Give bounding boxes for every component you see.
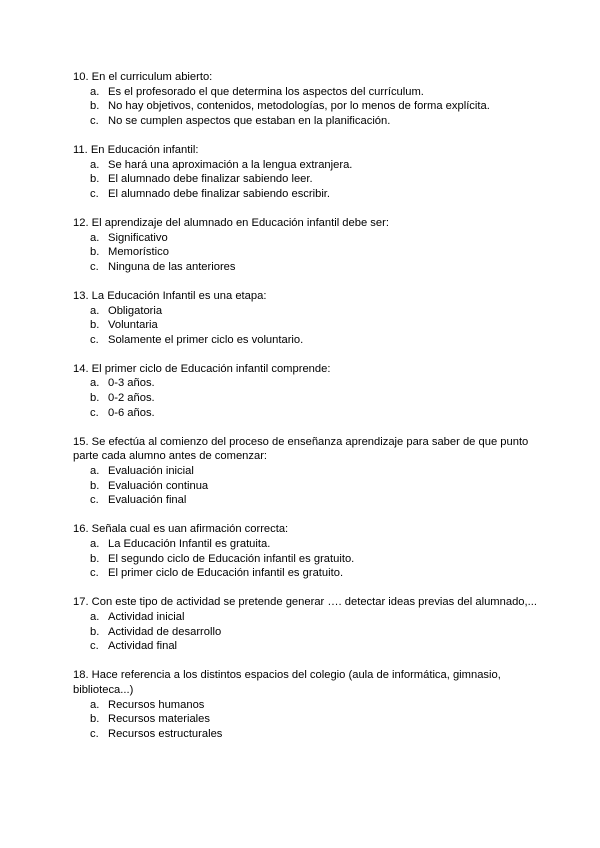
option-text: Ninguna de las anteriores [108, 260, 236, 273]
option-letter: b. [90, 625, 100, 638]
option-list [73, 85, 543, 129]
option-list [73, 304, 543, 348]
answer-option [73, 99, 543, 114]
question-block [73, 362, 543, 420]
option-text: 0-3 años. [108, 377, 155, 390]
option-text: Memorístico [108, 246, 169, 259]
answer-option [73, 231, 543, 246]
option-text: Evaluación final [108, 494, 187, 507]
answer-option [73, 639, 543, 654]
option-text: El alumnado debe finalizar sabiendo escribir. [108, 187, 331, 200]
answer-option [73, 333, 543, 348]
option-letter: c. [90, 114, 99, 127]
question-block [73, 216, 543, 274]
option-letter: b. [90, 319, 100, 332]
answer-option [73, 245, 543, 260]
answer-option [73, 464, 543, 479]
option-text: Recursos materiales [108, 713, 210, 726]
question-text: 11. En Educación infantil: [73, 143, 199, 156]
answer-option [73, 187, 543, 202]
option-text: Voluntaria [108, 319, 158, 332]
question-block [73, 143, 543, 201]
option-list [73, 231, 543, 275]
option-letter: c. [90, 567, 99, 580]
question-block [73, 435, 543, 508]
option-text: Recursos estructurales [108, 727, 223, 740]
option-list [73, 376, 543, 420]
option-text: El primer ciclo de Educación infantil es gratuito. [108, 567, 344, 580]
question-block [73, 289, 543, 347]
answer-option [73, 260, 543, 275]
option-letter: a. [90, 304, 100, 317]
option-text: La Educación Infantil es gratuita. [108, 538, 271, 550]
answer-option [73, 479, 543, 494]
option-text: El alumnado debe finalizar sabiendo leer. [108, 173, 313, 186]
answer-option [73, 85, 543, 100]
answer-option [73, 304, 543, 319]
answer-option [73, 391, 543, 406]
option-letter: a. [90, 698, 100, 711]
option-text: Evaluación continua [108, 479, 209, 492]
option-text: 0-2 años. [108, 392, 155, 405]
option-text: No se cumplen aspectos que estaban en la planificación. [108, 114, 391, 127]
question-text: 16. Señala cual es uan afirmación correcta: [73, 523, 289, 536]
answer-option [73, 610, 543, 625]
option-list [73, 537, 543, 581]
question-text: 12. El aprendizaje del alumnado en Educación infantil debe ser: [73, 216, 389, 229]
option-letter: b. [90, 713, 100, 726]
answer-option [73, 406, 543, 421]
option-letter: c. [90, 187, 99, 200]
option-letter: a. [90, 377, 100, 390]
question-block [73, 522, 543, 580]
option-letter: c. [90, 727, 99, 740]
option-letter: b. [90, 173, 100, 186]
answer-option [73, 158, 543, 173]
answer-option [73, 552, 543, 567]
question-text: 10. En el curriculum abierto: [73, 71, 213, 83]
option-text: Actividad final [108, 640, 178, 653]
option-letter: c. [90, 333, 99, 346]
option-letter: c. [90, 406, 99, 419]
answer-option [73, 318, 543, 333]
option-list [73, 158, 543, 202]
answer-option [73, 625, 543, 640]
answer-option [73, 727, 543, 742]
option-letter: a. [90, 465, 100, 478]
option-text: Evaluación inicial [108, 465, 194, 478]
option-letter: c. [90, 494, 99, 507]
option-letter: a. [90, 538, 100, 550]
option-text: Actividad inicial [108, 610, 185, 623]
question-block [73, 70, 543, 128]
question-block [73, 595, 543, 653]
option-list [73, 464, 543, 508]
option-letter: c. [90, 260, 99, 273]
option-letter: a. [90, 610, 100, 623]
answer-option [73, 493, 543, 508]
answer-option [73, 172, 543, 187]
option-letter: a. [90, 85, 100, 98]
option-text: No hay objetivos, contenidos, metodologías, por lo menos de forma explícita. [108, 100, 490, 113]
option-list [73, 698, 543, 742]
option-letter: b. [90, 479, 100, 492]
answer-option [73, 537, 543, 552]
option-letter: b. [90, 552, 100, 565]
option-letter: b. [90, 100, 100, 113]
option-list [73, 610, 543, 654]
option-text: El segundo ciclo de Educación infantil es gratuito. [108, 552, 355, 565]
option-text: Recursos humanos [108, 698, 205, 711]
question-text: 17. Con este tipo de actividad se pretende generar …. detectar ideas previas del alumnado,... [73, 596, 537, 609]
question-text: 14. El primer ciclo de Educación infantil comprende: [73, 362, 331, 375]
option-letter: b. [90, 246, 100, 259]
answer-option [73, 712, 543, 727]
option-letter: c. [90, 640, 99, 653]
option-letter: b. [90, 392, 100, 405]
answer-option [73, 114, 543, 129]
answer-option [73, 698, 543, 713]
option-text: Se hará una aproximación a la lengua extranjera. [108, 158, 353, 171]
option-text: Obligatoria [108, 304, 163, 317]
question-text: 18. Hace referencia a los distintos espacios del colegio (aula de informática, gimnasio, biblioteca...) [73, 669, 501, 696]
option-letter: a. [90, 231, 100, 244]
option-text: Significativo [108, 231, 168, 244]
answer-option [73, 566, 543, 581]
question-block [73, 668, 543, 741]
question-text: 13. La Educación Infantil es una etapa: [73, 289, 267, 302]
option-text: Actividad de desarrollo [108, 625, 222, 638]
question-text: 15. Se efectúa al comienzo del proceso de enseñanza aprendizaje para saber de que punto parte cada alumno antes de comenzar: [73, 435, 529, 463]
option-text: 0-6 años. [108, 406, 155, 419]
option-letter: a. [90, 158, 100, 171]
option-text: Es el profesorado el que determina los aspectos del currículum. [108, 85, 424, 98]
option-text: Solamente el primer ciclo es voluntario. [108, 333, 304, 346]
answer-option [73, 376, 543, 391]
question-list [73, 70, 543, 756]
